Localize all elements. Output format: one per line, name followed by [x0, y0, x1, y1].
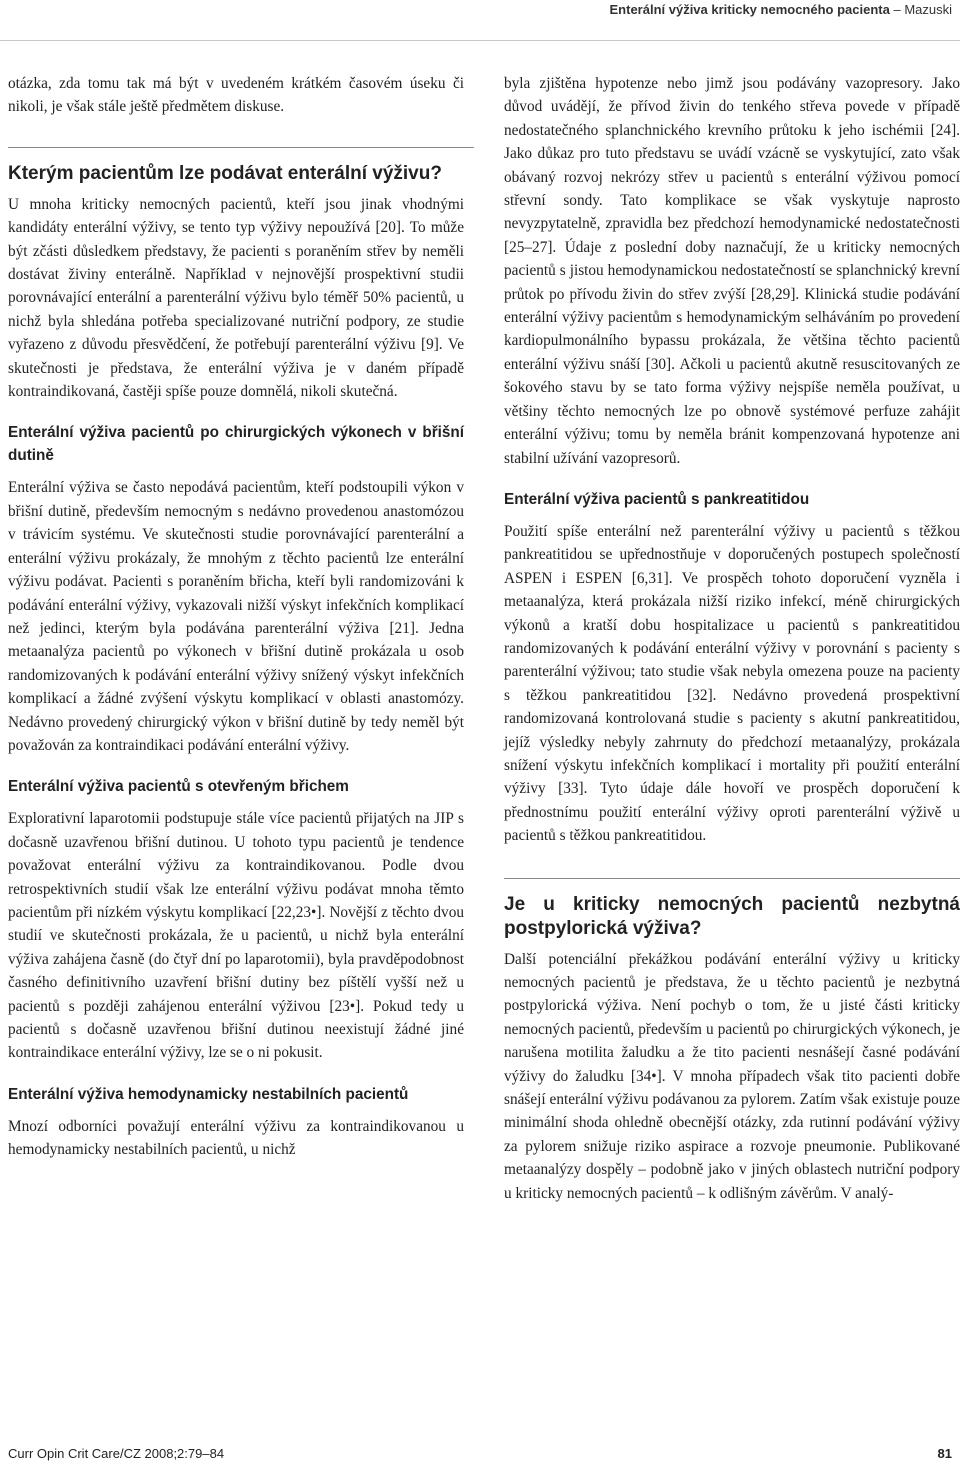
left-column	[8, 72, 464, 1168]
right-column	[504, 72, 960, 1211]
running-head	[0, 0, 960, 41]
section-heading: Je u kriticky nemocných pacientů nezbytná postpylorická výživa?	[504, 893, 960, 939]
journal-citation: Curr Opin Crit Care/CZ 2008;2:79–84	[8, 1446, 225, 1461]
paragraph: U mnoha kriticky nemocných pacientů, kteří jsou jinak vhodnými kandidáty enterální výživy, se tento typ výživy nepoužívá [20]. To může být zčásti důsledkem představy, že pacienti s poraněním střev by neměli dostávat živiny enterálně. Například v nejnovější prospektivní studii porovnávající enterální a parenterální výživu bylo téměř 50% pacientů, u nichž byla shledána potřeba specializované nutriční podpory, ze studie vyřazeno z důvodu přesvědčení, že potřebují parenterální výživu [9]. Ve skutečnosti je představa, že enterální výživa je v daném případě kontraindikovaná, častěji spíše pouze domnělá, nikoli skutečná.	[8, 195, 464, 401]
paragraph: Další potenciální překážkou podávání enterální výživy u kriticky nemocných pacientů je představa, že u těchto pacientů je nezbytná postpylorická výživa. Není pochyb o tom, že u jisté části kriticky nemocných pacientů, především u pacientů po chirurgických výkonech, je narušena motilita žaludku a že tito pacienti nesnášejí časné podávání výživy do žaludku [34•]. V mnoha případech však tito pacienti dobře snášejí enterální výživu podávanou za pylorem. Zatím však existuje pouze minimální shoda ohledně obecnější otázky, zda rutinní podávání výživy za pylorem snižuje riziko aspirace a rozvoje pneumonie. Publikované metaanalýzy dospěly – podobně jako v jiných oblastech nutriční podpory u kriticky nemocných pacientů – k odlišným závěrům. V analý-	[504, 950, 960, 1202]
page-number: 81	[937, 1446, 952, 1461]
spacer	[504, 854, 960, 878]
paragraph: Explorativní laparotomii podstupuje stále více pacientů přijatých na JIP s dočasně uzavřenou břišní dutinou. U tohoto typu pacientů je tendence považovat enterální výživu za kontraindikovanou. Podle dvou retrospektivních studií však lze enterální výživu podávat mnoha těmto pacientům při nízkém výskytu komplikací [22,23•]. Novější z těchto dvou studií ve skutečnosti prokázala, že u pacientů, u nichž byla enterální výživa zahájena časně (do čtyř dní po laparotomii), byla pravděpodobnost časného definitivního uzavření břišní dutiny bez píštělí vyšší než u pacientů s později zahájenou enterální výživou [23•]. Pokud tedy u pacientů s dočasně uzavřenou břišní dutinou neexistují žádné jiné kontraindikace enterální výživy, lze se o ni pokusit.	[8, 810, 464, 1062]
spacer	[8, 125, 464, 147]
subsection-heading: Enterální výživa pacientů s otevřeným břichem	[8, 778, 349, 796]
paragraph: Mnozí odborníci považují enterální výživu za kontraindikovanou u hemodynamicky nestabilních pacientů, u nichž	[8, 1117, 464, 1159]
paragraph: otázka, zda tomu tak má být v uvedeném krátkém časovém úseku či nikoli, je však stále ještě předmětem diskuse.	[8, 75, 464, 116]
running-head-title: Enterální výživa kriticky nemocného pacienta	[609, 2, 890, 17]
paragraph: Použití spíše enterální než parenterální výživy u pacientů s těžkou pankreatitidou se upřednostňuje v doporučených postupech společností ASPEN i ESPEN [6,31]. Ve prospěch tohoto doporučení vyzněla i metaanalýza, která prokázala nižší riziko infekcí, méně chirurgických výkonů a kratší dobu hospitalizace u pacientů s pankreatitidou randomizovaných k podávání enterální výživy v porovnání s pacienty s parenterální výživou; tato studie však nebyla omezena pouze na pacienty s těžkou pankreatitidou [32]. Nedávno provedená prospektivní randomizovaná kontrolovaná studie s pacienty s akutní pankreatitidou, jejíž výsledky nebyly zahrnuty do předchozí metaanalýzy, prokázala snížení výskytu infekčních komplikací i mortality při použití enterální výživy [33]. Tyto údaje dále hovoří ve prospěch doporučení k přednostnímu použití enterální výživy oproti parenterální výživě u pacientů s těžkou pankreatitidou.	[504, 522, 960, 845]
paragraph: byla zjištěna hypotenze nebo jimž jsou podávány vazopresory. Jako důvod uvádějí, že přívod živin do tenkého střeva povede v případě nedostatečného splanchnického krevního průtoku k jeho ischémii [24]. Jako důkaz pro tuto představu se uvádí vzácně se vyskytující, zato však obávaný rozvoj nekrózy střev u pacientů s enterální výživou pomocí střevní sondy. Tato komplikace se však vyskytuje naprosto nevyzpytatelně, zpravidla bez předchozí hemodynamické nedostatečnosti [25–27]. Údaje z poslední doby naznačují, že u kriticky nemocných pacientů s jistou hemodynamickou nedostatečností se splanchnický krevní průtok po přívodu živin do střev zvýší [28,29]. Klinická studie podávání enterální výživy pacientům s hemodynamickým selháváním po provedení kardiopulmonálního bypassu prokázala, že většina těchto pacientů enterální výživu snáší [30]. Ačkoli u pacientů akutně resuscitovaných ze šokového stavu by se tato forma výživy nejspíše neměla používat, u většiny těchto nemocných lze po obnově systémové perfuze zahájit enterální výživu; tomu by neměla bránit kompenzovaná hypotenze ani stabilní užívání vazopresorů.	[504, 75, 960, 467]
running-head-author: Mazuski	[904, 2, 952, 17]
section-rule	[8, 147, 474, 148]
page-footer	[8, 1444, 952, 1464]
running-head-sep: –	[893, 2, 905, 17]
section-heading: Kterým pacientům lze podávat enterální výživu?	[8, 162, 442, 184]
subsection-heading: Enterální výživa pacientů s pankreatitidou	[504, 490, 810, 508]
section-rule	[504, 878, 960, 879]
paragraph: Enterální výživa se často nepodává pacientům, kteří podstoupili výkon v břišní dutině, především nemocným s nedávno provedenou anastomózou v trávicím systému. Ve skutečnosti studie porovnávající parenterální a enterální výživu prokázaly, že mnohým z těchto pacientů lze enterální výživu podávat. Pacienti s poraněním břicha, kteří byli randomizováni k podávání enterální výživy, vykazovali nižší výskyt infekčních komplikací než jedinci, kterým byla podávána parenterální výživa [21]. Jedna metaanalýza pacientů po výkonech v břišní dutině prokázala u osob randomizovaných k podávání enterální výživy snížený výskyt infekčních komplikací a žádné zvýšení výskytu komplikací v oblasti anastomózy. Nedávno provedený chirurgický výkon v břišní dutině by tedy neměl být považován za kontraindikaci podávání enterální výživy.	[8, 479, 464, 754]
subsection-heading: Enterální výživa hemodynamicky nestabilních pacientů	[8, 1085, 409, 1103]
subsection-heading: Enterální výživa pacientů po chirurgických výkonech v břišní dutině	[8, 424, 464, 465]
